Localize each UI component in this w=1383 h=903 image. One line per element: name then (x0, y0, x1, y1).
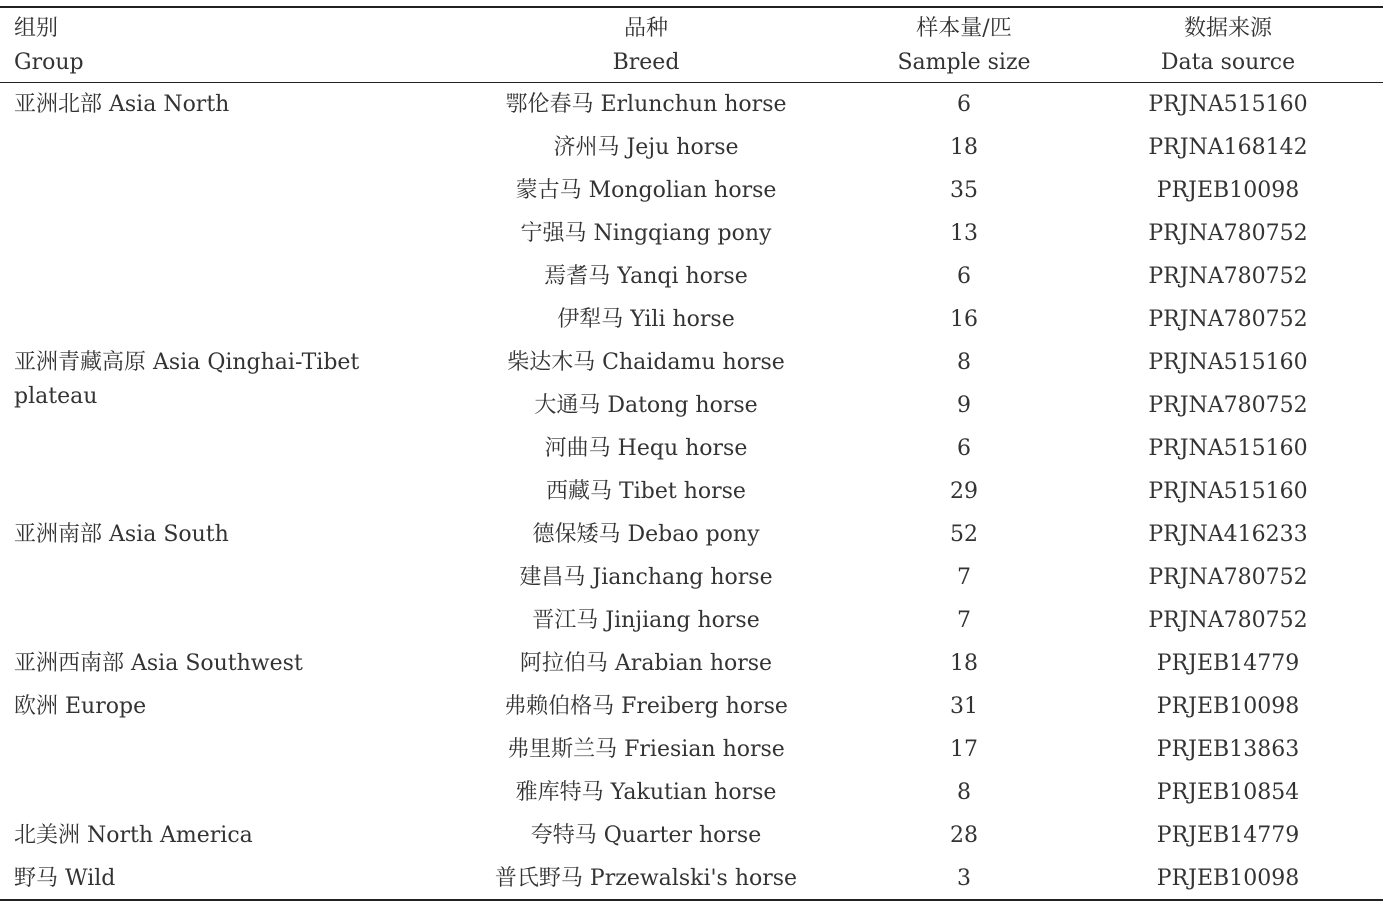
sample-size-cell: 18 (950, 135, 978, 160)
breed-cell: 焉耆马 Yanqi horse (544, 264, 748, 289)
sample-size-cell: 8 (957, 780, 971, 805)
header-source-zh: 数据来源 (1183, 16, 1272, 41)
breed-cell: 弗赖伯格马 Freiberg horse (504, 694, 788, 719)
breed-cell: 西藏马 Tibet horse (546, 479, 746, 504)
group-label: 亚洲北部 Asia North (14, 92, 230, 117)
data-source-cell: PRJEB10098 (1156, 694, 1300, 719)
sample-size-cell: 52 (950, 522, 978, 547)
breed-cell: 济州马 Jeju horse (553, 135, 739, 160)
sample-size-cell: 31 (950, 694, 978, 719)
data-source-cell: PRJNA780752 (1148, 221, 1308, 246)
sample-size-cell: 3 (957, 866, 971, 891)
sample-size-cell: 16 (950, 307, 978, 332)
data-source-cell: PRJNA780752 (1148, 393, 1308, 418)
header-breed (613, 16, 680, 76)
group-label: 亚洲南部 Asia South (14, 522, 229, 547)
data-source-cell: PRJNA515160 (1148, 350, 1308, 375)
header-source (1161, 16, 1295, 76)
group-label: 欧洲 Europe (14, 694, 147, 719)
breed-cell: 普氏野马 Przewalski's horse (494, 866, 798, 891)
sample-size-cell: 6 (957, 264, 971, 289)
data-source-cell: PRJNA780752 (1148, 565, 1308, 590)
breed-cell: 河曲马 Hequ horse (544, 436, 748, 461)
sample-size-cell: 13 (950, 221, 978, 246)
header-size-zh: 样本量/匹 (916, 16, 1012, 41)
breed-cell: 柴达木马 Chaidamu horse (507, 350, 785, 375)
header-group-zh: 组别 (14, 16, 59, 41)
group-label: 亚洲西南部 Asia Southwest (14, 651, 303, 676)
sample-size-cell: 28 (950, 823, 978, 848)
table-bottom-rule (0, 899, 1383, 901)
data-source-cell: PRJEB13863 (1156, 737, 1300, 762)
breed-cell: 夸特马 Quarter horse (530, 823, 762, 848)
data-source-cell: PRJNA780752 (1148, 307, 1308, 332)
data-source-cell: PRJNA515160 (1148, 479, 1308, 504)
header-size-en: Sample size (897, 50, 1031, 75)
breed-cell: 蒙古马 Mongolian horse (515, 178, 777, 203)
data-source-cell: PRJNA780752 (1148, 608, 1308, 633)
sample-size-cell: 6 (957, 436, 971, 461)
data-source-cell: PRJNA416233 (1148, 522, 1308, 547)
data-source-cell: PRJEB14779 (1156, 823, 1300, 848)
sample-size-cell: 9 (957, 393, 971, 418)
header-group (14, 16, 84, 76)
breed-cell: 大通马 Datong horse (534, 393, 758, 418)
breed-cell: 建昌马 Jianchang horse (519, 565, 773, 590)
group-label: 亚洲青藏高原 Asia Qinghai-Tibet plateau (14, 350, 360, 409)
breed-cell: 晋江马 Jinjiang horse (532, 608, 760, 633)
data-source-cell: PRJNA780752 (1148, 264, 1308, 289)
sample-size-cell: 7 (957, 565, 971, 590)
group-label: 野马 Wild (14, 866, 116, 891)
sample-size-cell: 35 (950, 178, 978, 203)
data-source-cell: PRJEB10098 (1156, 178, 1300, 203)
sample-size-cell: 18 (950, 651, 978, 676)
header-bottom-rule (0, 82, 1383, 83)
breed-cell: 宁强马 Ningqiang pony (520, 221, 772, 246)
data-source-cell: PRJEB14779 (1156, 651, 1300, 676)
breed-cell: 伊犁马 Yili horse (557, 307, 735, 332)
breed-cell: 阿拉伯马 Arabian horse (519, 651, 773, 676)
data-source-cell: PRJNA168142 (1148, 135, 1308, 160)
sample-size-cell: 6 (957, 92, 971, 117)
header-size (897, 16, 1030, 76)
breed-cell: 鄂伦春马 Erlunchun horse (505, 92, 787, 117)
breed-cell: 雅库特马 Yakutian horse (515, 780, 777, 805)
group-label: 北美洲 North America (14, 823, 253, 848)
table-top-rule (0, 6, 1383, 8)
data-source-cell: PRJEB10098 (1156, 866, 1300, 891)
data-source-cell: PRJNA515160 (1148, 92, 1308, 117)
sample-size-cell: 8 (957, 350, 971, 375)
breed-cell: 德保矮马 Debao pony (532, 522, 760, 547)
header-group-en: Group (14, 50, 84, 75)
sample-size-cell: 7 (957, 608, 971, 633)
sample-size-cell: 17 (950, 737, 978, 762)
breed-cell: 弗里斯兰马 Friesian horse (507, 737, 785, 762)
header-source-en: Data source (1160, 50, 1296, 75)
header-breed-zh: 品种 (623, 16, 668, 41)
header-breed-en: Breed (612, 50, 680, 75)
data-source-cell: PRJNA515160 (1148, 436, 1308, 461)
sample-size-cell: 29 (950, 479, 978, 504)
data-source-cell: PRJEB10854 (1156, 780, 1300, 805)
